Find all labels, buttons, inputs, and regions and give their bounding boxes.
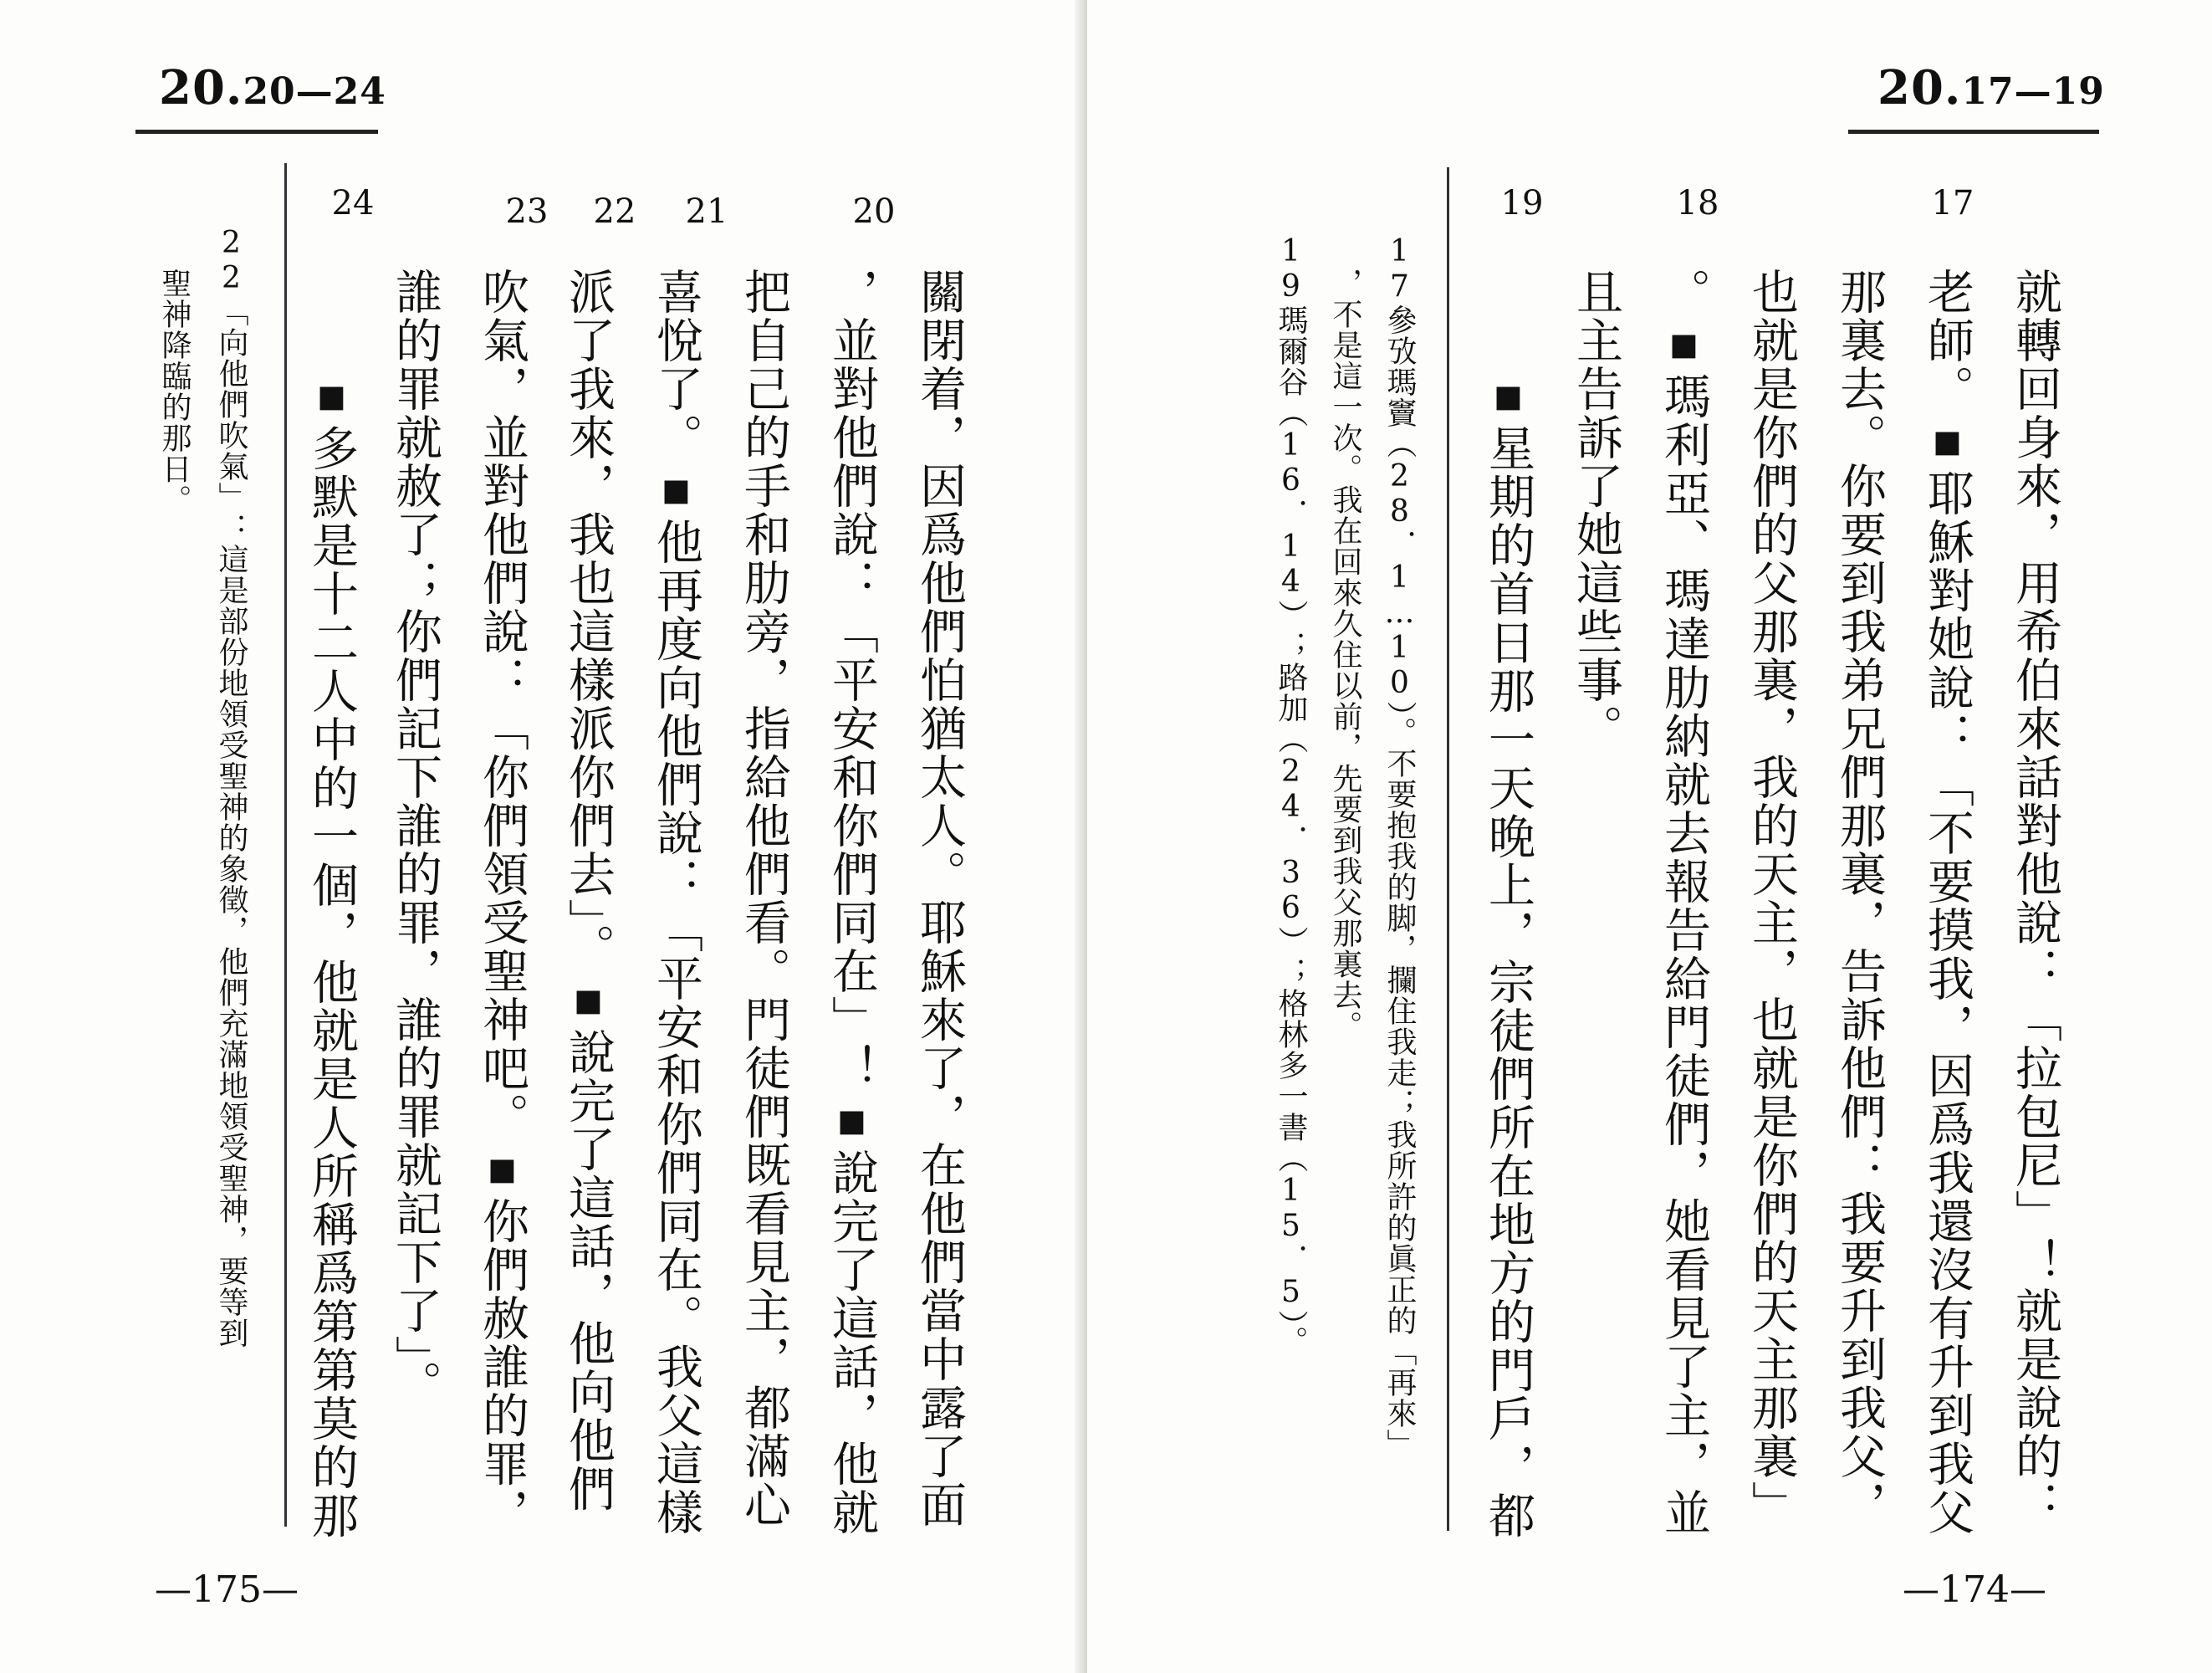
right-running-head-chapter: 20. <box>1877 60 1962 115</box>
body-column: 把自己的手和肋旁，指給他們看。門徒們既看見主，都滿心 <box>737 268 791 1529</box>
footnote-column: 22「向他們吹氣」：這是部份地領受聖神的象徵，他們充滿地領受聖神，要等到 <box>214 226 248 1348</box>
body-column: 誰的罪就赦了；你們記下誰的罪，誰的罪就記下了」。 <box>388 268 442 1409</box>
left-page-number: —175— <box>155 1568 299 1611</box>
verse-number: 24 <box>331 184 375 223</box>
body-column: 就轉回身來，用希伯來話對他說：「拉包尼」！就是說的： <box>2008 268 2062 1529</box>
left-running-head-verses: 20—24 <box>243 70 386 113</box>
verse-number: 21 <box>685 192 728 231</box>
body-column: ▪多默是十二人中的一個，他就是人所稱爲第第莫的那 <box>304 368 359 1540</box>
left-running-head-chapter: 20. <box>159 60 243 115</box>
body-column: 吹氣，並對他們說：「你們領受聖神吧。▪你們赦誰的罪， <box>475 268 529 1537</box>
right-head-rule <box>1848 130 2099 134</box>
left-note-divider <box>284 163 287 1527</box>
right-running-head <box>1877 60 2105 115</box>
footnote-column: 19瑪爾谷（16．14）；路加（24．36）；格林多一書（15．5）。 <box>1274 234 1308 1357</box>
body-column: 老師。▪耶穌對她說：「不要摸我，因爲我還沒有升到我父 <box>1920 268 1974 1537</box>
left-page <box>0 0 1087 1673</box>
verse-number: 23 <box>505 192 549 231</box>
verse-number: 18 <box>1676 184 1719 223</box>
footnote-column: 17參攷瑪竇（28．1…10）。不要抱我的脚，攔住我走；我所許的眞正的「再來」 <box>1382 234 1417 1460</box>
body-column: 那裏去。你要到我弟兄們那裏，告訴他們：我要升到我父， <box>1832 268 1887 1529</box>
body-column: 關閉着，因爲他們怕猶太人。耶穌來了，在他們當中露了面 <box>912 268 967 1529</box>
verse-number: 20 <box>852 192 896 231</box>
body-column: ，並對他們說：「平安和你們同在」！▪說完了這話，他就 <box>825 268 879 1537</box>
body-column: ▪星期的首日那一天晚上，宗徒們所在地方的門戶，都 <box>1481 368 1535 1540</box>
right-running-head-verses: 17—19 <box>1961 70 2105 113</box>
right-page <box>1087 0 2212 1673</box>
body-column: 喜悅了。▪他再度向他們說：「平安和你們同在。我父這樣 <box>649 268 703 1537</box>
left-head-rule <box>135 130 378 134</box>
body-column: 派了我來，我也這樣派你們去」。▪說完了這話，他向他們 <box>561 268 616 1513</box>
right-note-divider <box>1447 167 1449 1531</box>
verse-number: 19 <box>1500 184 1544 223</box>
left-running-head <box>159 60 386 115</box>
body-column: 。▪瑪利亞、瑪達肋納就去報告給門徒們，她看見了主，並 <box>1657 268 1711 1537</box>
footnote-column: ，不是這一次。我在回來久住以前，先要到我父那裏去。 <box>1328 268 1362 1041</box>
footnote-column: 聖神降臨的那日。 <box>157 268 192 515</box>
verse-number: 22 <box>593 192 636 231</box>
body-column: 且主告訴了她這些事。 <box>1569 268 1623 753</box>
right-page-number: —174— <box>1903 1568 2046 1611</box>
body-column: 也就是你們的父那裏，我的天主，也就是你們的天主那裏」 <box>1745 268 1799 1529</box>
verse-number: 17 <box>1931 184 1974 223</box>
